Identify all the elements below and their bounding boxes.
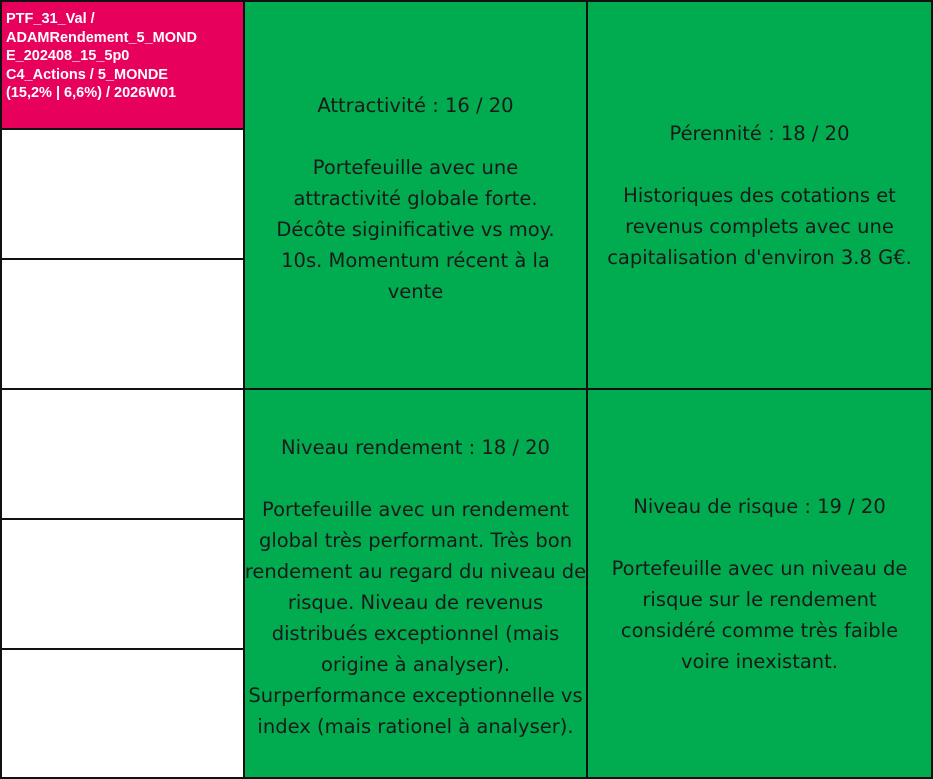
empty-cell[interactable]: [0, 388, 245, 520]
empty-cell[interactable]: [0, 128, 245, 260]
rendement-heading: Niveau rendement : 18 / 20: [281, 435, 550, 459]
portfolio-title-line: ADAMRendement_5_MOND: [6, 29, 197, 46]
attractivite-text: Portefeuille avec une attractivité globale forte. Décôte siginificative vs moy. 10s. Momentum récent à la vente: [276, 155, 555, 303]
rendement-panel[interactable]: [243, 388, 588, 779]
risque-panel[interactable]: [586, 388, 933, 779]
rendement-text: Portefeuille avec un rendement global très performant. Très bon rendement au regard du niveau de risque. Niveau de revenus distribués exceptionnel (mais origine à analyser). Surperformance exceptionnelle vs index (mais rationel à analyser).: [244, 497, 587, 738]
portfolio-title-cell[interactable]: [0, 0, 245, 130]
risque-heading: Niveau de risque : 19 / 20: [633, 494, 886, 518]
perennite-heading: Pérennité : 18 / 20: [669, 121, 850, 145]
perennite-panel[interactable]: [586, 0, 933, 390]
portfolio-title-line: E_202408_15_5p0: [6, 48, 130, 65]
empty-cell[interactable]: [0, 648, 245, 779]
empty-cell[interactable]: [0, 258, 245, 390]
risque-text: Portefeuille avec un niveau de risque sur le rendement considéré comme très faible voire inexistant.: [611, 556, 908, 673]
left-column: [0, 0, 245, 779]
empty-cell[interactable]: [0, 518, 245, 650]
perennite-text: Historiques des cotations et revenus complets avec une capitalisation d'environ 3.8 G€.: [607, 183, 912, 269]
attractivite-heading: Attractivité : 16 / 20: [317, 93, 514, 117]
portfolio-title-line: (15,2% | 6,6%) / 2026W01: [6, 85, 177, 102]
portfolio-title-line: C4_Actions / 5_MONDE: [6, 66, 168, 83]
attractivite-panel[interactable]: [243, 0, 588, 390]
portfolio-title-line: PTF_31_Val /: [6, 11, 95, 27]
